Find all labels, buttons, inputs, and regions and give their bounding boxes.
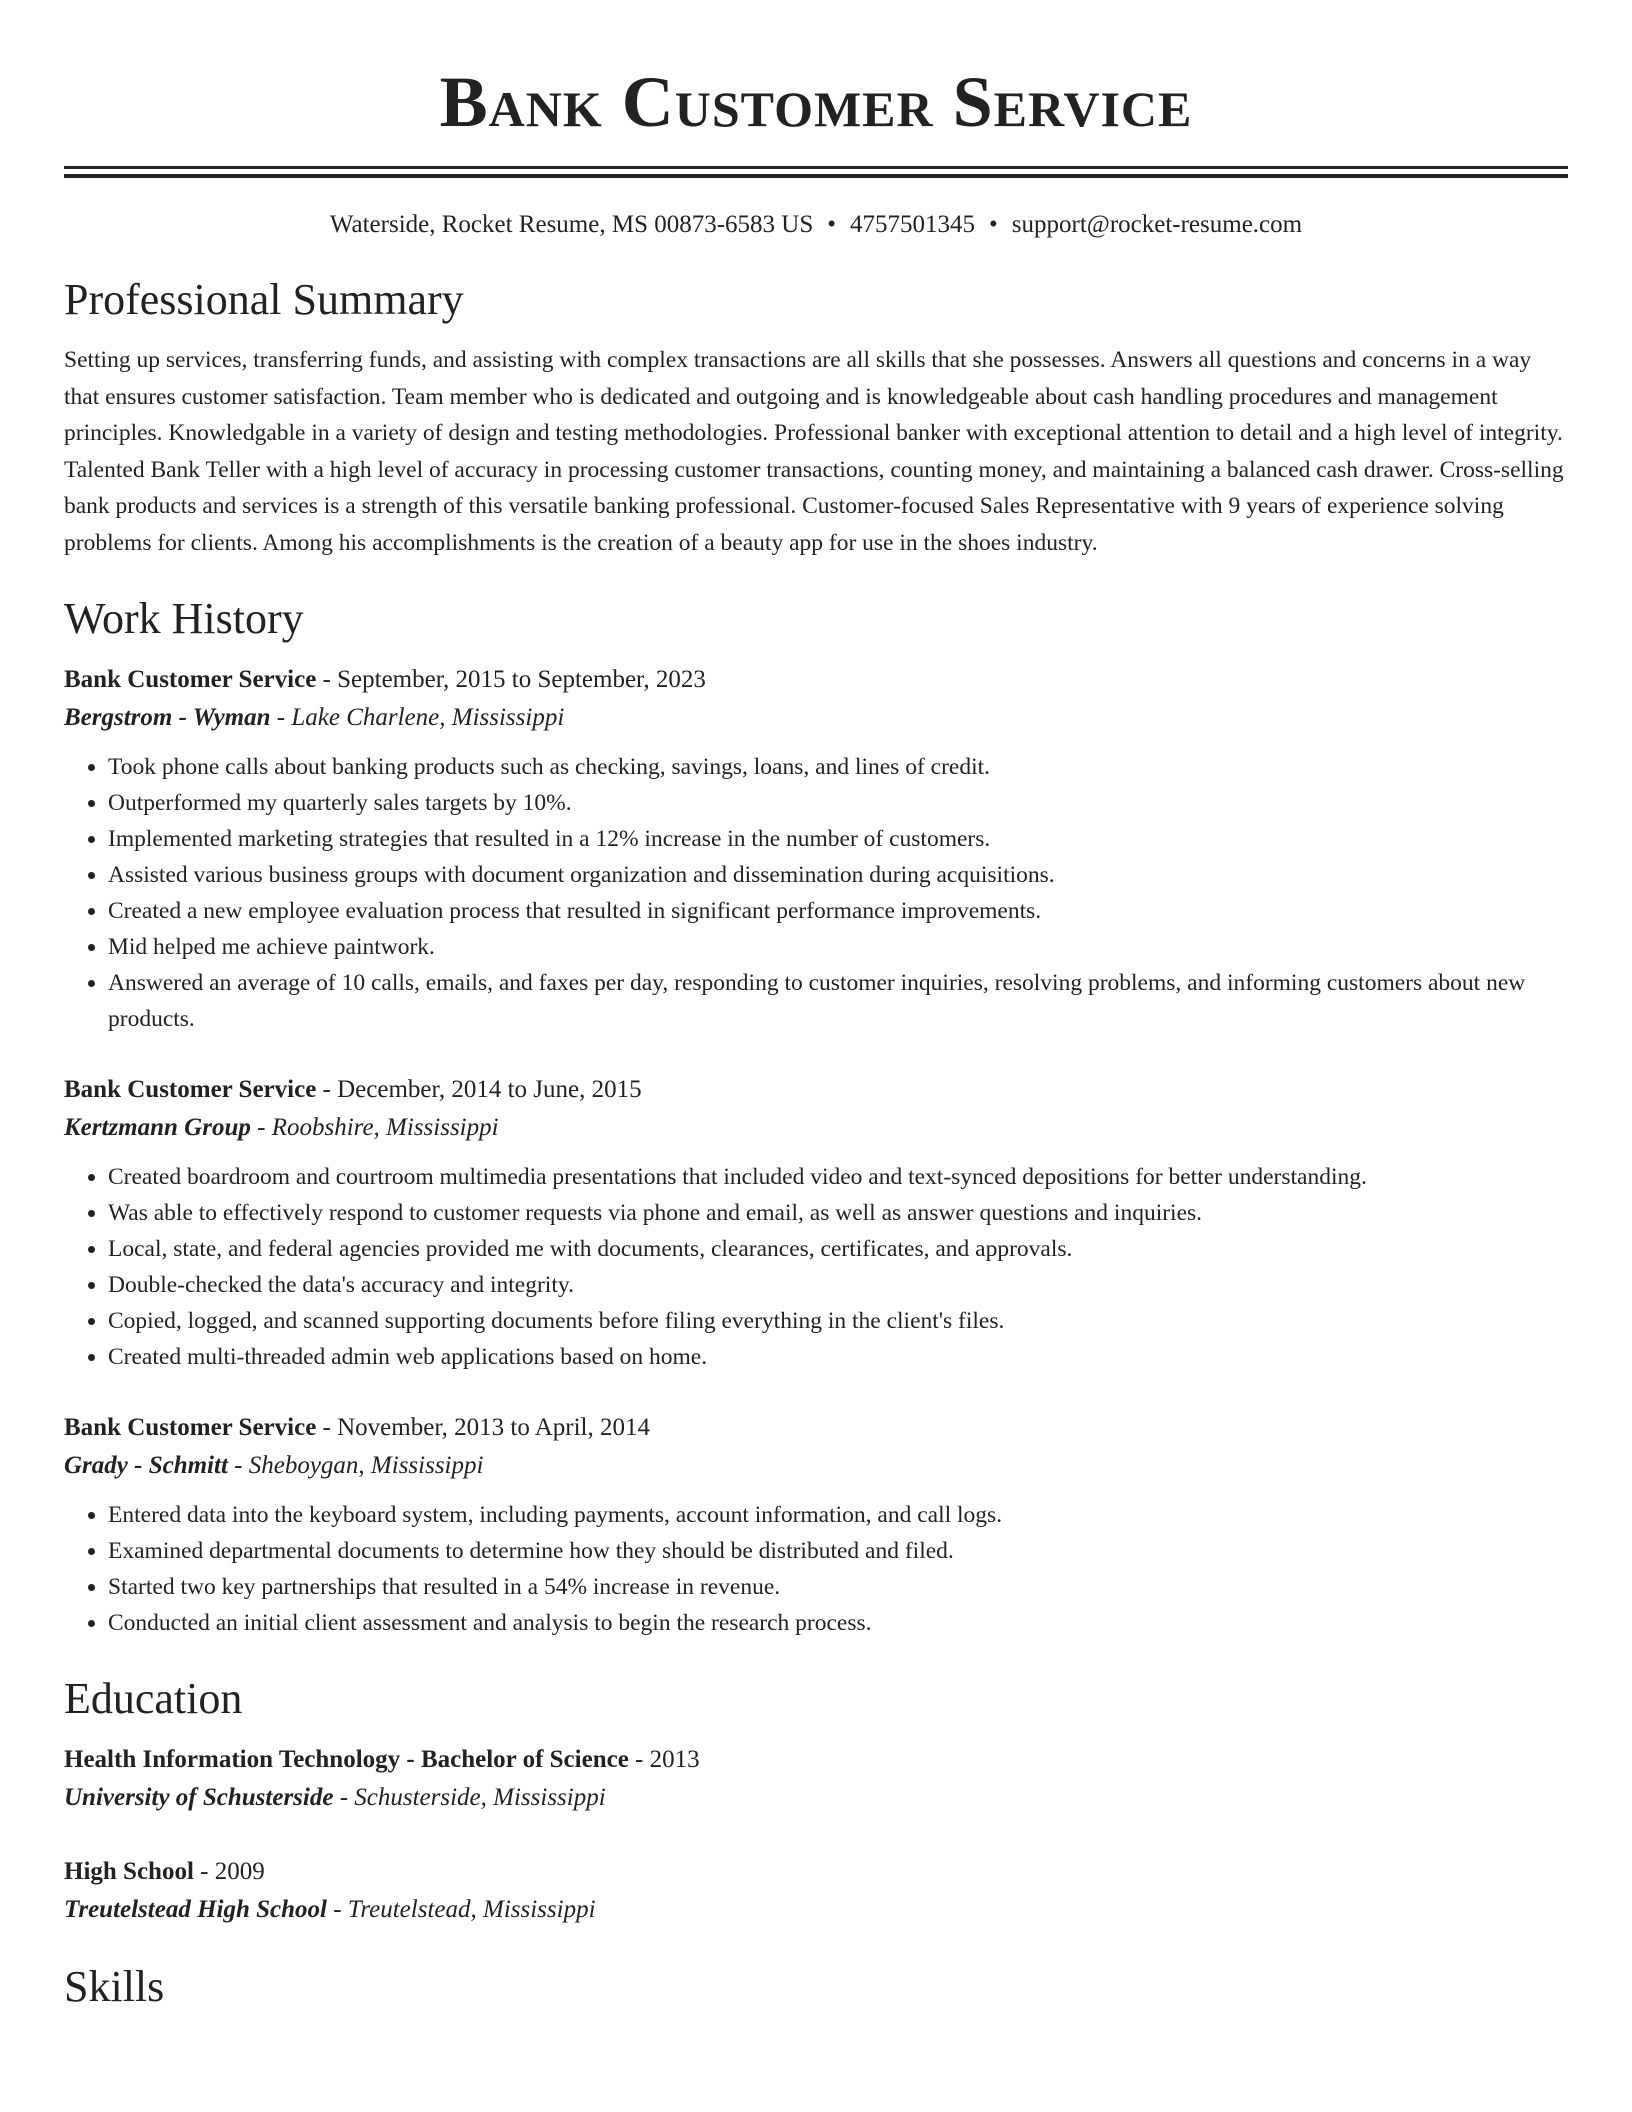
job-bullet: • Started two key partnerships that resulted in a 54% increase in revenue. xyxy=(108,1569,1568,1605)
education-year: - 2009 xyxy=(193,1858,265,1885)
education-degree-line xyxy=(64,1853,1568,1891)
job-company-line xyxy=(64,1447,1568,1485)
job-location: - Roobshire, Mississippi xyxy=(250,1114,499,1141)
job-bullet: • Implemented marketing strategies that resulted in a 12% increase in the number of customers. xyxy=(108,821,1568,857)
job-title-line xyxy=(64,1071,1568,1109)
education-location: - Treutelstead, Mississippi xyxy=(326,1896,596,1923)
job-dates: - September, 2015 to September, 2023 xyxy=(316,666,706,693)
job-role: Bank Customer Service xyxy=(64,1076,317,1103)
education-school-line xyxy=(64,1891,1568,1929)
summary-text: Setting up services, transferring funds, and assisting with complex transactions are all skills that she possesses. Answers all questions and concerns in a way that ensures customer satisfaction. Team member who is dedicated and outgoing and is knowledgeable about cash handling procedures and management principles. Knowledgable in a variety of design and testing methodologies. Professional banker with exceptional attention to detail and a high level of integrity. Talented Bank Teller with a high level of accuracy in processing customer transactions, counting money, and maintaining a balanced cash drawer. Cross-selling bank products and services is a strength of this versatile banking professional. Customer-focused Sales Representative with 9 years of experience solving problems for clients. Among his accomplishments is the creation of a beauty app for use in the shoes industry. xyxy=(64,347,1564,556)
job-bullet: • Mid helped me achieve paintwork. xyxy=(108,929,1568,965)
job-bullet: • Local, state, and federal agencies provided me with documents, clearances, certificates, and approvals. xyxy=(108,1231,1568,1267)
resume-title: Bank Customer Service xyxy=(439,62,1193,142)
job-bullet: • Entered data into the keyboard system, including payments, account information, and call logs. xyxy=(108,1497,1568,1533)
education-school-line xyxy=(64,1779,1568,1817)
skills-heading: Skills xyxy=(64,1962,165,2011)
contact-separator: • xyxy=(989,211,998,238)
contact-email: support@rocket-resume.com xyxy=(1011,211,1303,238)
job-entry xyxy=(64,1409,1568,1641)
job-company-line xyxy=(64,1109,1568,1147)
job-bullets xyxy=(64,1497,1568,1641)
job-bullet: • Created multi-threaded admin web applications based on home. xyxy=(108,1339,1568,1375)
education-entry xyxy=(64,1853,1568,1929)
education-degree: Health Information Technology - Bachelor of Science xyxy=(64,1746,629,1773)
job-bullet: • Conducted an initial client assessment and analysis to begin the research process. xyxy=(108,1605,1568,1641)
job-company-line xyxy=(64,699,1568,737)
job-company: Bergstrom - Wyman xyxy=(64,704,271,731)
job-bullets xyxy=(64,1159,1568,1375)
education-heading: Education xyxy=(64,1674,243,1723)
work-history-list xyxy=(64,661,1568,1641)
job-bullet: • Answered an average of 10 calls, emails, and faxes per day, responding to customer inquiries, resolving problems, and informing customers about new products. xyxy=(108,965,1568,1037)
job-location: - Sheboygan, Mississippi xyxy=(227,1452,484,1479)
job-title-line xyxy=(64,661,1568,699)
job-bullet: • Double-checked the data's accuracy and integrity. xyxy=(108,1267,1568,1303)
job-dates: - December, 2014 to June, 2015 xyxy=(316,1076,642,1103)
summary-heading: Professional Summary xyxy=(64,275,464,324)
contact-phone: 4757501345 xyxy=(850,211,976,238)
job-company: Kertzmann Group xyxy=(64,1114,251,1141)
education-year: - 2013 xyxy=(628,1746,700,1773)
job-location: - Lake Charlene, Mississippi xyxy=(270,704,565,731)
job-bullet: • Examined departmental documents to determine how they should be distributed and filed. xyxy=(108,1533,1568,1569)
job-bullet: • Outperformed my quarterly sales targets by 10%. xyxy=(108,785,1568,821)
job-entry xyxy=(64,661,1568,1037)
contact-line xyxy=(64,208,1568,242)
education-degree: High School xyxy=(64,1858,194,1885)
education-school: Treutelstead High School xyxy=(64,1896,327,1923)
job-entry xyxy=(64,1071,1568,1375)
title-divider xyxy=(64,166,1568,178)
job-bullet: • Created a new employee evaluation process that resulted in significant performance improvements. xyxy=(108,893,1568,929)
contact-address: Waterside, Rocket Resume, MS 00873-6583 US xyxy=(329,211,814,238)
education-degree-line xyxy=(64,1741,1568,1779)
education-entry xyxy=(64,1741,1568,1817)
job-role: Bank Customer Service xyxy=(64,1414,317,1441)
job-bullet: • Was able to effectively respond to customer requests via phone and email, as well as answer questions and inquiries. xyxy=(108,1195,1568,1231)
job-bullet: • Copied, logged, and scanned supporting documents before filing everything in the client's files. xyxy=(108,1303,1568,1339)
education-school: University of Schusterside xyxy=(64,1784,334,1811)
job-title-line xyxy=(64,1409,1568,1447)
job-role: Bank Customer Service xyxy=(64,666,317,693)
job-company: Grady - Schmitt xyxy=(64,1452,228,1479)
job-bullet: • Created boardroom and courtroom multimedia presentations that included video and text-synced depositions for better understanding. xyxy=(108,1159,1568,1195)
contact-separator: • xyxy=(827,211,837,238)
education-list xyxy=(64,1741,1568,1929)
job-bullets xyxy=(64,749,1568,1037)
job-bullet: • Assisted various business groups with document organization and dissemination during acquisitions. xyxy=(108,857,1568,893)
work-history-heading: Work History xyxy=(64,594,304,643)
job-dates: - November, 2013 to April, 2014 xyxy=(316,1414,650,1441)
job-bullet: • Took phone calls about banking products such as checking, savings, loans, and lines of credit. xyxy=(108,749,1568,785)
education-location: - Schusterside, Mississippi xyxy=(333,1784,606,1811)
